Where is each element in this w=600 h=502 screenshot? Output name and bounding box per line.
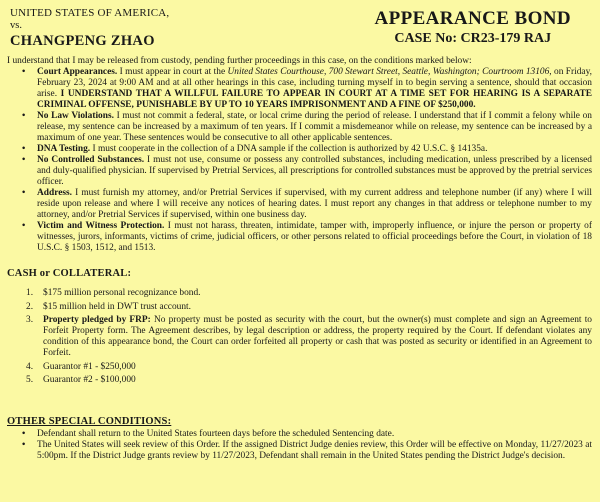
item-text: Guarantor #2 - $100,000 bbox=[43, 375, 136, 385]
condition-segment: I must cooperate in the collection of a DNA sample if the collection is authorized by 42 U.S.C. § 14135a. bbox=[90, 144, 488, 154]
item-text: Guarantor #1 - $250,000 bbox=[43, 361, 136, 372]
condition-text bbox=[37, 155, 593, 188]
courthouse-address: United States Courthouse, 700 Stewart Street, Seattle, Washington; Courtroom 13106 bbox=[227, 67, 550, 77]
case-number: CASE No: CR23-179 RAJ bbox=[394, 31, 552, 46]
failure-warning: I UNDERSTAND THAT A WILLFUL FAILURE TO APPEAR IN COURT AT A TIME SET FOR HEARING IS A SEPARATE CRIMINAL OFFENSE, PUNISHABLE BY UP TO 10 YEARS IMPRISONMENT AND A FINE OF $250,000. bbox=[37, 89, 592, 110]
item-number: 1. bbox=[26, 288, 34, 298]
condition-dna-testing bbox=[6, 144, 593, 155]
condition-label: No Law Violations. bbox=[37, 111, 114, 121]
condition-segment: I must not use, consume or possess any controlled substances, including medication, unless prescribed by a licensed and duly-qualified physician. If supervised by Pretrial Services, all prescriptions for controlled substances must be approved by the pretrial services officer. bbox=[37, 155, 592, 187]
condition-segment: , on Friday, February 23, 2024 at 9:00 AM and at all other hearings in this case, including turning myself in to begin serving a sentence, should that occasion arise. bbox=[37, 67, 593, 99]
condition-text bbox=[37, 144, 593, 155]
other-special-conditions-heading: OTHER SPECIAL CONDITIONS: bbox=[7, 416, 172, 427]
bullet-icon: • bbox=[22, 221, 26, 231]
other-condition-review-of-order bbox=[6, 440, 593, 462]
condition-label: DNA Testing. bbox=[37, 144, 91, 154]
condition-text bbox=[37, 111, 593, 144]
condition-address bbox=[6, 188, 593, 221]
condition-label: Victim and Witness Protection. bbox=[37, 221, 165, 231]
condition-segment: I must furnish my attorney, and/or Pretrial Services if supervised, with my current address and telephone number (if any) where I will reside upon release and where I will receive any notices of hearing dates. I must report any changes in that address or telephone number to my attorney, and/or Pretrial Services if supervised, within one business day. bbox=[37, 188, 592, 220]
bullet-icon: • bbox=[22, 440, 26, 450]
condition-segment: I must not harass, threaten, intimidate, tamper with, improperly influence, or injure the person or property of witnesses, jurors, informants, victims of crime, judicial officers, or other persons related to official proceedings before the Court, in violation of 18 U.S.C. § 1503, 1512, and 1513. bbox=[37, 221, 592, 253]
condition-text: Defendant shall return to the United States fourteen days before the scheduled Sentencing date. bbox=[37, 429, 395, 439]
item-segment: No property must be posted as security with the court, but the owner(s) must complete and sign an Agreement to Forfeit Property form. The Agreement describes, by legal description or address, the property required by the Court. If defendant violates any condition of this appearance bond, the Court can order forfeited all property or cash that was posted as security or identified in an Agreement to Forfeit. bbox=[43, 315, 592, 358]
bullet-icon: • bbox=[22, 155, 26, 165]
bullet-icon: • bbox=[22, 188, 26, 198]
condition-text bbox=[37, 221, 593, 254]
item-number: 4. bbox=[26, 361, 34, 372]
plaintiff-name: UNITED STATES OF AMERICA, bbox=[10, 7, 170, 19]
cash-item-recognizance-bond bbox=[6, 288, 593, 299]
cash-item-property-pledged bbox=[6, 315, 593, 359]
item-number: 5. bbox=[26, 375, 34, 385]
condition-no-law-violations bbox=[6, 111, 593, 144]
condition-text bbox=[37, 188, 593, 221]
condition-text: The United States will seek review of this Order. If the assigned District Judge denies review, this Order will be effective on Monday, 11/27/2023 at 5:00pm. If the District Judge grants review by 11/27/2023, Defendant shall remain in the United States pending the District Judge's decision. bbox=[37, 440, 592, 461]
condition-no-controlled-substances bbox=[6, 155, 593, 188]
document-header bbox=[10, 7, 593, 50]
document-title: APPEARANCE BOND bbox=[374, 8, 571, 29]
defendant-name: CHANGPENG ZHAO bbox=[10, 33, 155, 49]
item-text: $15 million held in DWT trust account. bbox=[43, 301, 191, 312]
other-special-conditions-list bbox=[6, 429, 593, 462]
document-title-block bbox=[374, 8, 571, 47]
bullet-icon: • bbox=[22, 67, 26, 77]
condition-label: Court Appearances. bbox=[37, 67, 118, 77]
cash-item-guarantor-2 bbox=[6, 375, 593, 386]
condition-label: No Controlled Substances. bbox=[37, 155, 145, 165]
condition-victim-witness-protection bbox=[6, 221, 593, 254]
cash-collateral-heading: CASH or COLLATERAL: bbox=[7, 268, 132, 279]
condition-text bbox=[37, 67, 593, 111]
item-number: 2. bbox=[26, 301, 34, 312]
condition-court-appearances bbox=[6, 67, 593, 111]
other-condition-return-to-us bbox=[6, 429, 593, 440]
item-number: 3. bbox=[26, 315, 34, 325]
property-pledged-label: Property pledged by FRP: bbox=[43, 315, 151, 325]
case-caption bbox=[10, 7, 169, 50]
cash-item-trust-account bbox=[6, 302, 593, 313]
bullet-icon: • bbox=[22, 144, 26, 154]
condition-segment: I must not commit a federal, state, or local crime during the period of release. I understand that if I commit a felony while on release, my sentence can be increased by a maximum of ten years. If I commit a misdemeanor while on release, my sentence can be increased by a maximum of one year. These sentences would be consecutive to all other applicable sentences. bbox=[37, 111, 592, 143]
intro-paragraph: I understand that I may be released from custody, pending further proceedings in this case, on the conditions marked below: bbox=[7, 56, 472, 66]
bullet-icon: • bbox=[22, 111, 26, 121]
condition-segment: I must appear in court at the bbox=[117, 67, 228, 77]
cash-item-guarantor-1 bbox=[6, 362, 593, 373]
cash-collateral-list bbox=[6, 288, 593, 386]
versus-label: vs. bbox=[10, 20, 22, 31]
condition-label: Address. bbox=[37, 188, 72, 198]
item-text bbox=[43, 315, 593, 359]
document-body bbox=[6, 56, 593, 462]
item-text: $175 million personal recognizance bond. bbox=[43, 288, 201, 298]
bullet-icon: • bbox=[22, 429, 26, 439]
